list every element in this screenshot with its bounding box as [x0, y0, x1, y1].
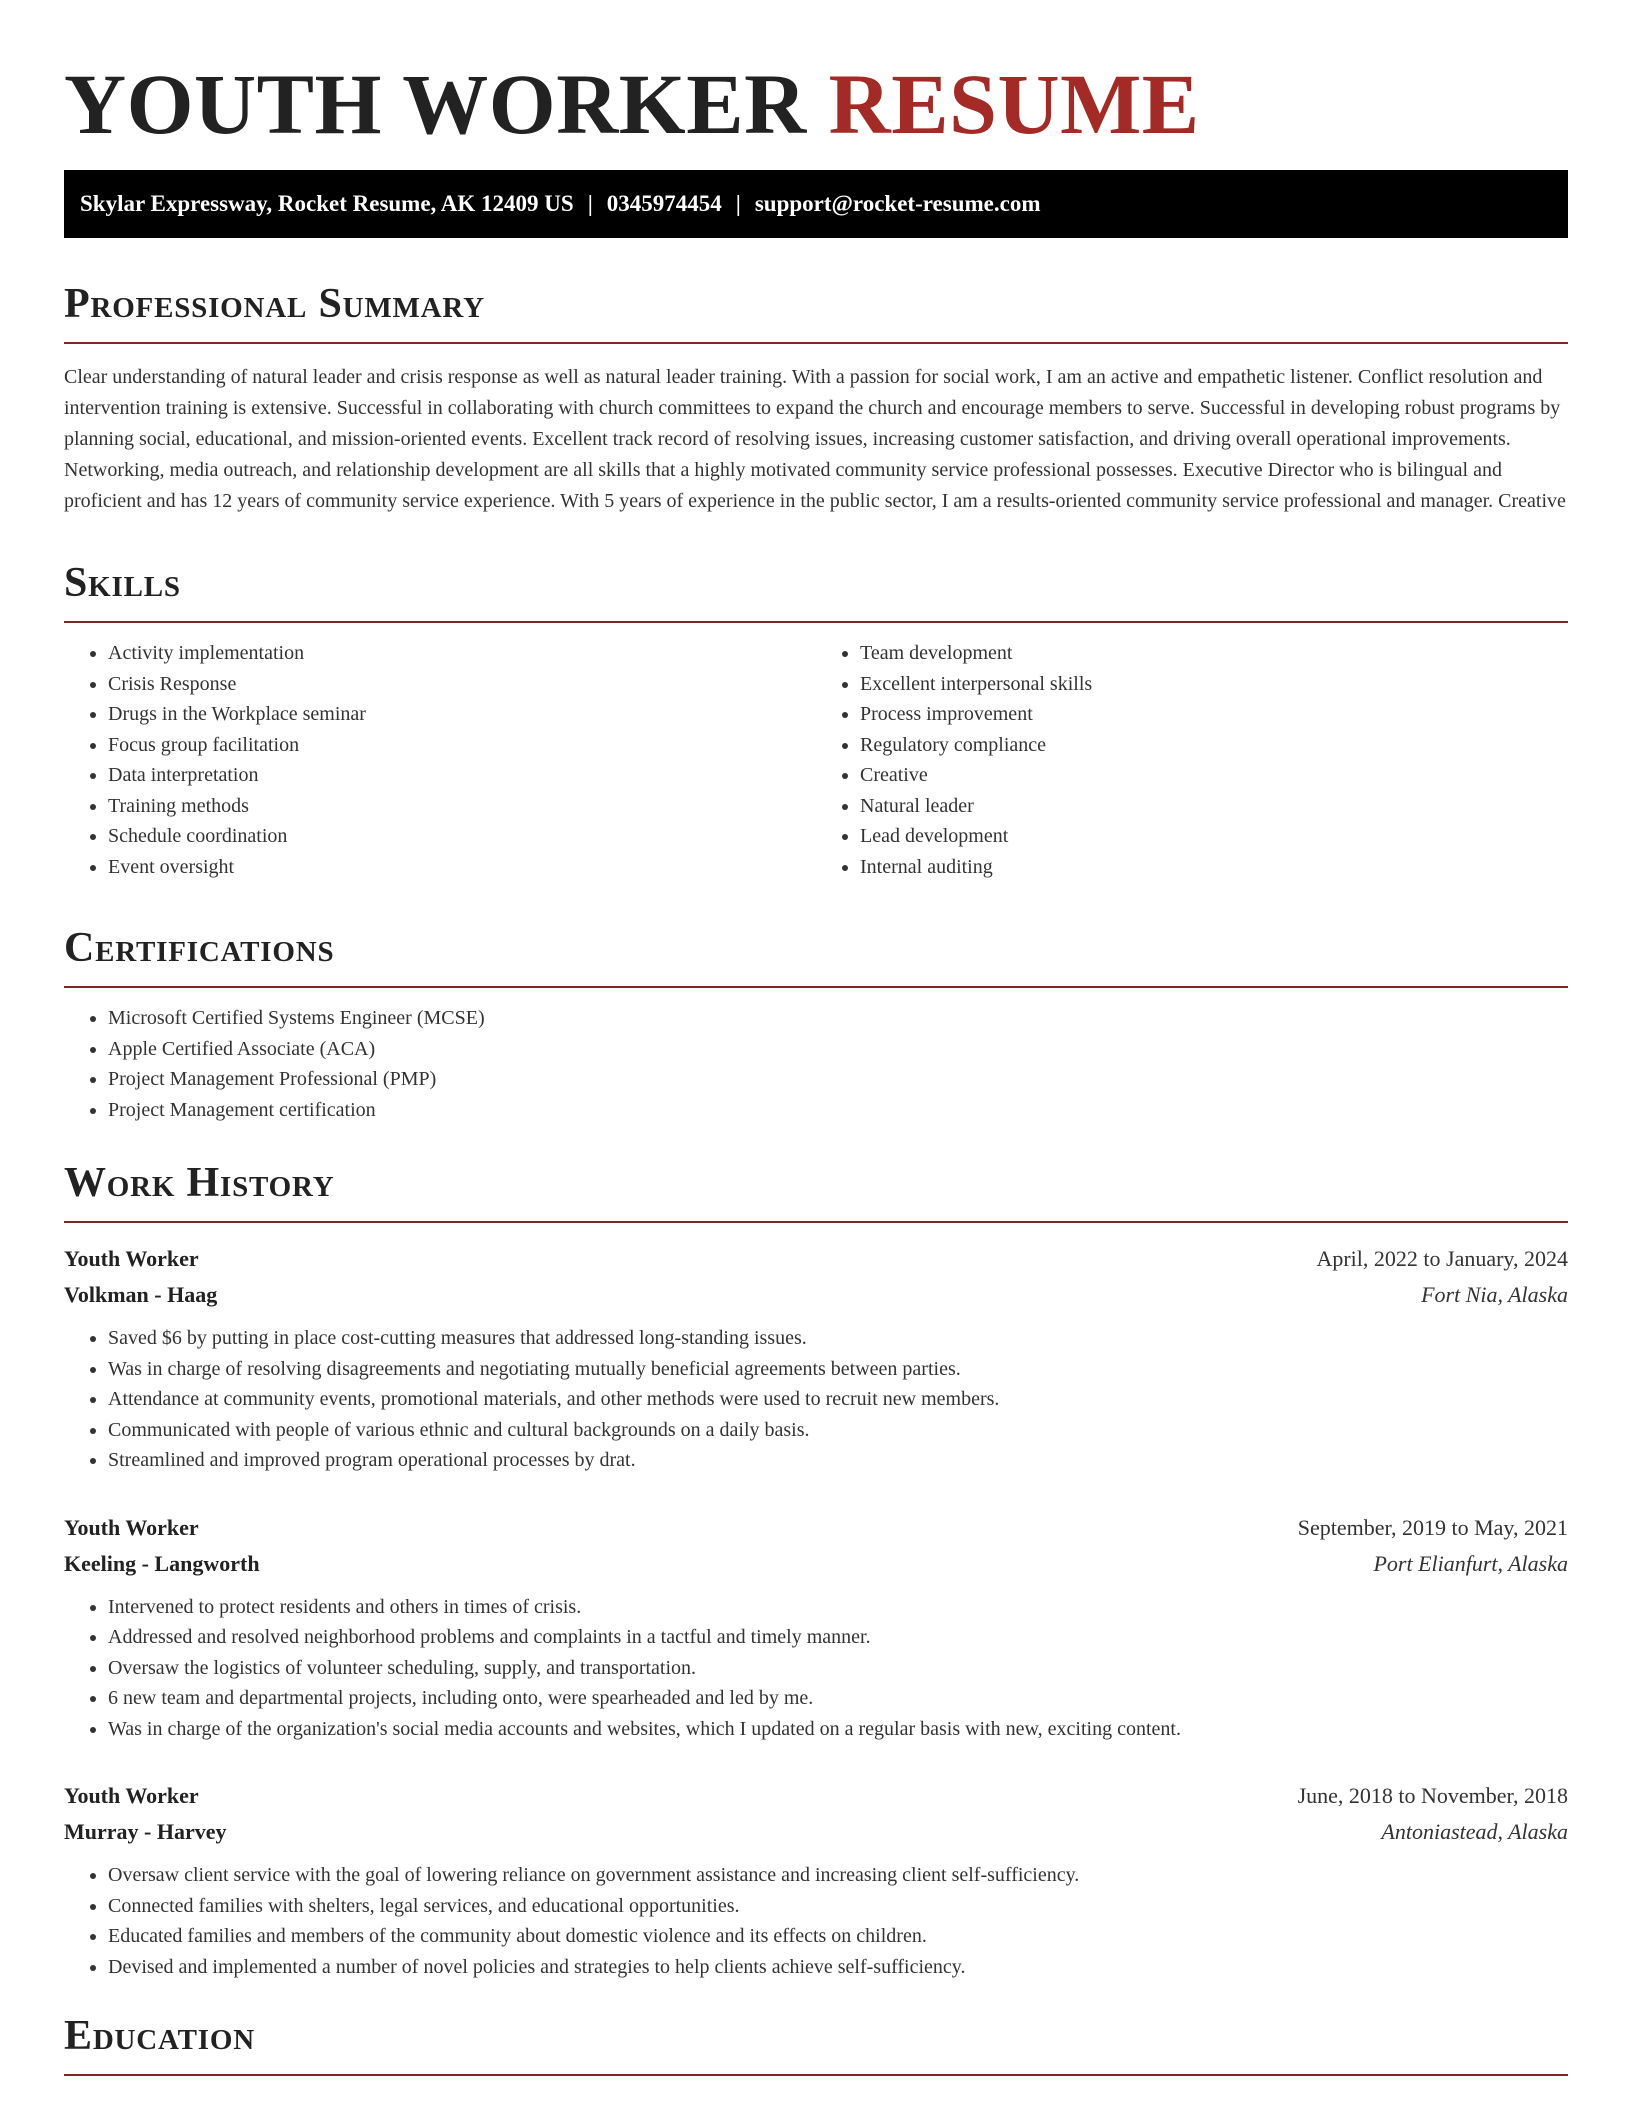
job-company: Keeling - Langworth — [64, 1550, 260, 1576]
skill-item: • Focus group facilitation — [108, 730, 816, 761]
job-location: Port Elianfurt, Alaska — [1373, 1550, 1568, 1576]
education-section — [64, 2012, 1568, 2076]
job-title: Youth Worker — [64, 1783, 199, 1808]
job-location: Antoniastead, Alaska — [1381, 1819, 1568, 1844]
job-bullet: • Oversaw client service with the goal of lowering reliance on government assistance and increasing client self-sufficiency. — [108, 1860, 1568, 1891]
skill-item: • Drugs in the Workplace seminar — [108, 699, 816, 730]
summary-heading: Professional Summary — [64, 280, 1568, 344]
certification-item: • Microsoft Certified Systems Engineer (MCSE) — [108, 1003, 1568, 1034]
job-company: Murray - Harvey — [64, 1819, 227, 1844]
skill-item: • Process improvement — [860, 699, 1568, 730]
education-heading: Education — [64, 2012, 1568, 2076]
title-main: YOUTH WORKER — [64, 56, 807, 152]
job-bullet: • Oversaw the logistics of volunteer scheduling, supply, and transportation. — [108, 1653, 1568, 1684]
certifications-section — [64, 924, 1568, 1125]
job-entry — [64, 1241, 1568, 1476]
skill-item: • Creative — [860, 760, 1568, 791]
contact-email[interactable]: support@rocket-resume.com — [754, 191, 1041, 216]
job-header-row — [64, 1241, 1568, 1277]
skill-item: • Regulatory compliance — [860, 730, 1568, 761]
work-history-section — [64, 1159, 1568, 1982]
skills-grid — [64, 623, 1568, 882]
skills-heading: Skills — [64, 559, 1568, 623]
skill-item: • Internal auditing — [860, 852, 1568, 883]
job-bullets — [64, 1592, 1568, 1745]
job-header-row — [64, 1778, 1568, 1814]
job-bullet: • Educated families and members of the community about domestic violence and its effects on children. — [108, 1921, 1568, 1952]
certification-item: • Project Management Professional (PMP) — [108, 1064, 1568, 1095]
certifications-list — [64, 1003, 1568, 1125]
job-bullet: • Attendance at community events, promotional materials, and other methods were used to recruit new members. — [108, 1384, 1568, 1415]
job-bullet: • 6 new team and departmental projects, including onto, were spearheaded and led by me. — [108, 1683, 1568, 1714]
certification-item: • Project Management certification — [108, 1095, 1568, 1126]
job-bullet: • Intervened to protect residents and others in times of crisis. — [108, 1592, 1568, 1623]
title-accent: RESUME — [828, 56, 1200, 152]
skill-item: • Team development — [860, 638, 1568, 669]
job-bullet: • Communicated with people of various ethnic and cultural backgrounds on a daily basis. — [108, 1415, 1568, 1446]
job-entry — [64, 1510, 1568, 1745]
job-dates: September, 2019 to May, 2021 — [1297, 1514, 1568, 1540]
certifications-heading: Certifications — [64, 924, 1568, 988]
job-subheader-row — [64, 1814, 1568, 1850]
contact-phone: 0345974454 — [606, 191, 722, 216]
contact-separator: | — [735, 191, 741, 216]
job-bullet: • Saved $6 by putting in place cost-cutting measures that addressed long-standing issues. — [108, 1323, 1568, 1354]
job-bullet: • Connected families with shelters, legal services, and educational opportunities. — [108, 1891, 1568, 1922]
skill-item: • Natural leader — [860, 791, 1568, 822]
job-bullet: • Was in charge of resolving disagreements and negotiating mutually beneficial agreements between parties. — [108, 1354, 1568, 1385]
skill-item: • Excellent interpersonal skills — [860, 669, 1568, 700]
job-entry — [64, 1778, 1568, 1982]
job-title: Youth Worker — [64, 1514, 199, 1540]
job-header-row — [64, 1510, 1568, 1546]
job-company: Volkman - Haag — [64, 1282, 218, 1307]
contact-address: Skylar Expressway, Rocket Resume, AK 12409 US — [80, 191, 574, 216]
job-dates: April, 2022 to January, 2024 — [1316, 1246, 1568, 1271]
skills-list-left — [64, 638, 816, 882]
skills-section — [64, 559, 1568, 882]
job-subheader-row — [64, 1277, 1568, 1313]
summary-section — [64, 280, 1568, 517]
summary-text: Clear understanding of natural leader and crisis response as well as natural leader training. With a passion for social work, I am an active and empathetic listener. Conflict resolution and intervention training is extensive. Successful in collaborating with church committees to expand the church and encourage members to serve. Successful in developing robust programs by planning social, educational, and mission-oriented events. Excellent track record of resolving issues, increasing customer satisfaction, and driving overall operational improvements. Networking, media outreach, and relationship development are all skills that a highly motivated community service professional possesses. Executive Director who is bilingual and proficient and has 12 years of community service experience. With 5 years of experience in the public sector, I am a results-oriented community service professional and manager. Creative — [64, 366, 1566, 512]
skill-item: • Schedule coordination — [108, 821, 816, 852]
contact-separator: | — [587, 191, 593, 216]
job-location: Fort Nia, Alaska — [1421, 1282, 1568, 1307]
jobs-list — [64, 1241, 1568, 1982]
skill-item: • Crisis Response — [108, 669, 816, 700]
skill-item: • Event oversight — [108, 852, 816, 883]
skill-item: • Data interpretation — [108, 760, 816, 791]
job-bullets — [64, 1860, 1568, 1982]
resume-title — [64, 58, 1568, 150]
job-bullets — [64, 1323, 1568, 1476]
skill-item: • Activity implementation — [108, 638, 816, 669]
skill-item: • Lead development — [860, 821, 1568, 852]
job-dates: June, 2018 to November, 2018 — [1297, 1783, 1568, 1808]
certification-item: • Apple Certified Associate (ACA) — [108, 1034, 1568, 1065]
skill-item: • Training methods — [108, 791, 816, 822]
job-bullet: • Was in charge of the organization's social media accounts and websites, which I updated on a regular basis with new, exciting content. — [108, 1714, 1568, 1745]
work-history-heading: Work History — [64, 1159, 1568, 1223]
contact-bar — [64, 170, 1568, 238]
job-subheader-row — [64, 1546, 1568, 1582]
job-bullet: • Streamlined and improved program operational processes by drat. — [108, 1445, 1568, 1476]
job-bullet: • Devised and implemented a number of novel policies and strategies to help clients achieve self-sufficiency. — [108, 1952, 1568, 1983]
job-bullet: • Addressed and resolved neighborhood problems and complaints in a tactful and timely manner. — [108, 1622, 1568, 1653]
skills-list-right — [816, 638, 1568, 882]
job-title: Youth Worker — [64, 1246, 199, 1271]
